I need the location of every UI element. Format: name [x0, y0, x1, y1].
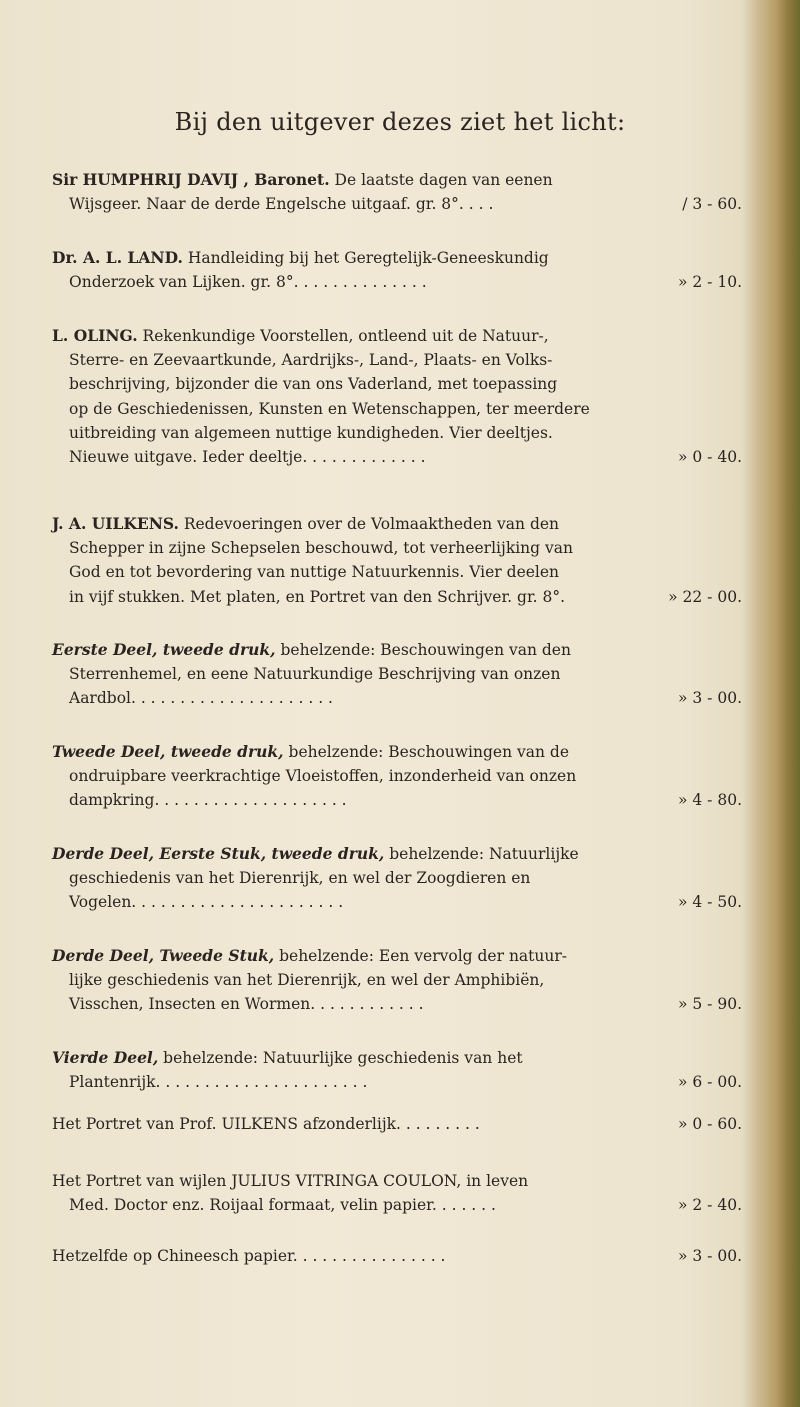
catalog-entry-davij	[52, 168, 742, 216]
catalog-entry-uilkens	[52, 512, 742, 609]
entry-price: » 5 - 90.	[677, 995, 742, 1014]
entry-text: geschiedenis van het Dierenrijk, en wel der Zoogdieren en	[69, 869, 531, 888]
entry-text: Schepper in zijne Schepselen beschouwd, tot verheerlijking van	[69, 539, 573, 558]
entry-price: » 22 - 00.	[668, 587, 742, 606]
entry-price: » 3 - 00.	[677, 1247, 742, 1265]
entry-price: / 3 - 60.	[682, 195, 742, 214]
entry-text: behelzende: Een vervolg der natuur-	[279, 947, 568, 965]
catalog-entry-deel-2	[52, 740, 742, 813]
entry-text: God en tot bevordering van nuttige Natuurkennis. Vier deelen	[69, 563, 560, 582]
entry-text: Redevoeringen over de Volmaaktheden van den	[183, 515, 560, 533]
entry-price: » 6 - 00.	[677, 1073, 742, 1092]
entry-text: behelzende: Beschouwingen van den	[280, 641, 571, 659]
entry-part-title: Eerste Deel, tweede druk,	[52, 640, 276, 659]
page-edge	[742, 0, 800, 1407]
entry-text: Hetzelfde op Chineesch papier. . . . . . . . . . . . . . . .	[52, 1247, 446, 1265]
entry-text: in vijf stukken. Met platen, en Portret van den Schrijver. gr. 8°.	[69, 587, 566, 606]
entry-text: Sterrenhemel, en eene Natuurkundige Beschrijving van onzen	[69, 665, 561, 684]
entry-text: dampkring. . . . . . . . . . . . . . . . . . . .	[69, 791, 347, 810]
entry-text: Wijsgeer. Naar de derde Engelsche uitgaaf. gr. 8°. . . .	[69, 195, 494, 214]
entry-text: Het Portret van wijlen JULIUS VITRINGA COULON, in leven	[52, 1172, 529, 1190]
catalog-entry-portret	[52, 1112, 742, 1136]
entry-text: behelzende: Natuurlijke	[389, 845, 579, 863]
entry-price: » 4 - 80.	[677, 791, 742, 810]
entry-text: beschrijving, bijzonder die van ons Vaderland, met toepassing	[69, 375, 558, 394]
entry-text: lijke geschiedenis van het Dierenrijk, en wel der Amphibiën,	[69, 971, 545, 990]
entry-price: » 2 - 40.	[677, 1196, 742, 1215]
entry-text: Vogelen. . . . . . . . . . . . . . . . . . . . . .	[69, 893, 344, 912]
entry-text: behelzende: Beschouwingen van de	[288, 743, 569, 761]
catalog-entry-deel-3-2	[52, 944, 742, 1017]
entry-text: uitbreiding van algemeen nuttige kundigheden. Vier deeltjes.	[69, 423, 553, 442]
entry-text: op de Geschiedenissen, Kunsten en Wetenschappen, ter meerdere	[69, 399, 590, 418]
entry-author: Sir HUMPHRIJ DAVIJ , Baronet.	[52, 170, 330, 189]
entry-price: » 3 - 00.	[677, 689, 742, 708]
entry-text: Onderzoek van Lijken. gr. 8°. . . . . . . . . . . . . .	[69, 273, 427, 292]
entry-text: Aardbol. . . . . . . . . . . . . . . . . . . . .	[69, 689, 333, 708]
page-heading: Bij den uitgever dezes ziet het licht:	[174, 108, 626, 136]
entry-part-title: Tweede Deel, tweede druk,	[52, 742, 284, 761]
catalog-entry-chineesch	[52, 1244, 742, 1268]
entry-author: J. A. UILKENS.	[52, 514, 179, 533]
entry-text: Nieuwe uitgave. Ieder deeltje. . . . . . . . . . . . .	[69, 447, 426, 466]
entry-author: Dr. A. L. LAND.	[52, 248, 183, 267]
entry-text: Handleiding bij het Geregtelijk-Geneeskundig	[187, 249, 549, 267]
entry-part-title: Derde Deel, Eerste Stuk, tweede druk,	[52, 844, 385, 863]
entry-text: behelzende: Natuurlijke geschiedenis van het	[163, 1049, 523, 1067]
catalog-entry-oling	[52, 324, 742, 469]
entry-author: L. OLING.	[52, 326, 138, 345]
entry-text: Med. Doctor enz. Roijaal formaat, velin papier. . . . . . .	[69, 1196, 496, 1215]
catalog-entry-coulon	[52, 1169, 742, 1217]
entry-text: De laatste dagen van eenen	[334, 171, 553, 189]
entry-text: Sterre- en Zeevaartkunde, Aardrijks-, Land-, Plaats- en Volks-	[69, 351, 553, 370]
entry-text: Het Portret van Prof. UILKENS afzonderlijk. . . . . . . . .	[52, 1115, 480, 1133]
entry-text: Rekenkundige Voorstellen, ontleend uit de Natuur-,	[142, 327, 549, 345]
entry-price: » 0 - 40.	[677, 447, 742, 466]
entry-part-title: Derde Deel, Tweede Stuk,	[52, 946, 275, 965]
catalog-entry-land	[52, 246, 742, 294]
entry-text: ondruipbare veerkrachtige Vloeistoffen, inzonderheid van onzen	[69, 767, 577, 786]
entry-price: » 2 - 10.	[677, 273, 742, 292]
catalog-entry-deel-3-1	[52, 842, 742, 915]
entry-price: » 0 - 60.	[677, 1115, 742, 1133]
catalog-entry-deel-4	[52, 1046, 742, 1094]
entry-price: » 4 - 50.	[677, 893, 742, 912]
entry-part-title: Vierde Deel,	[52, 1048, 159, 1067]
entry-text: Plantenrijk. . . . . . . . . . . . . . . . . . . . . .	[69, 1073, 368, 1092]
catalog-entry-deel-1	[52, 638, 742, 711]
entry-text: Visschen, Insecten en Wormen. . . . . . . . . . . .	[69, 995, 424, 1014]
